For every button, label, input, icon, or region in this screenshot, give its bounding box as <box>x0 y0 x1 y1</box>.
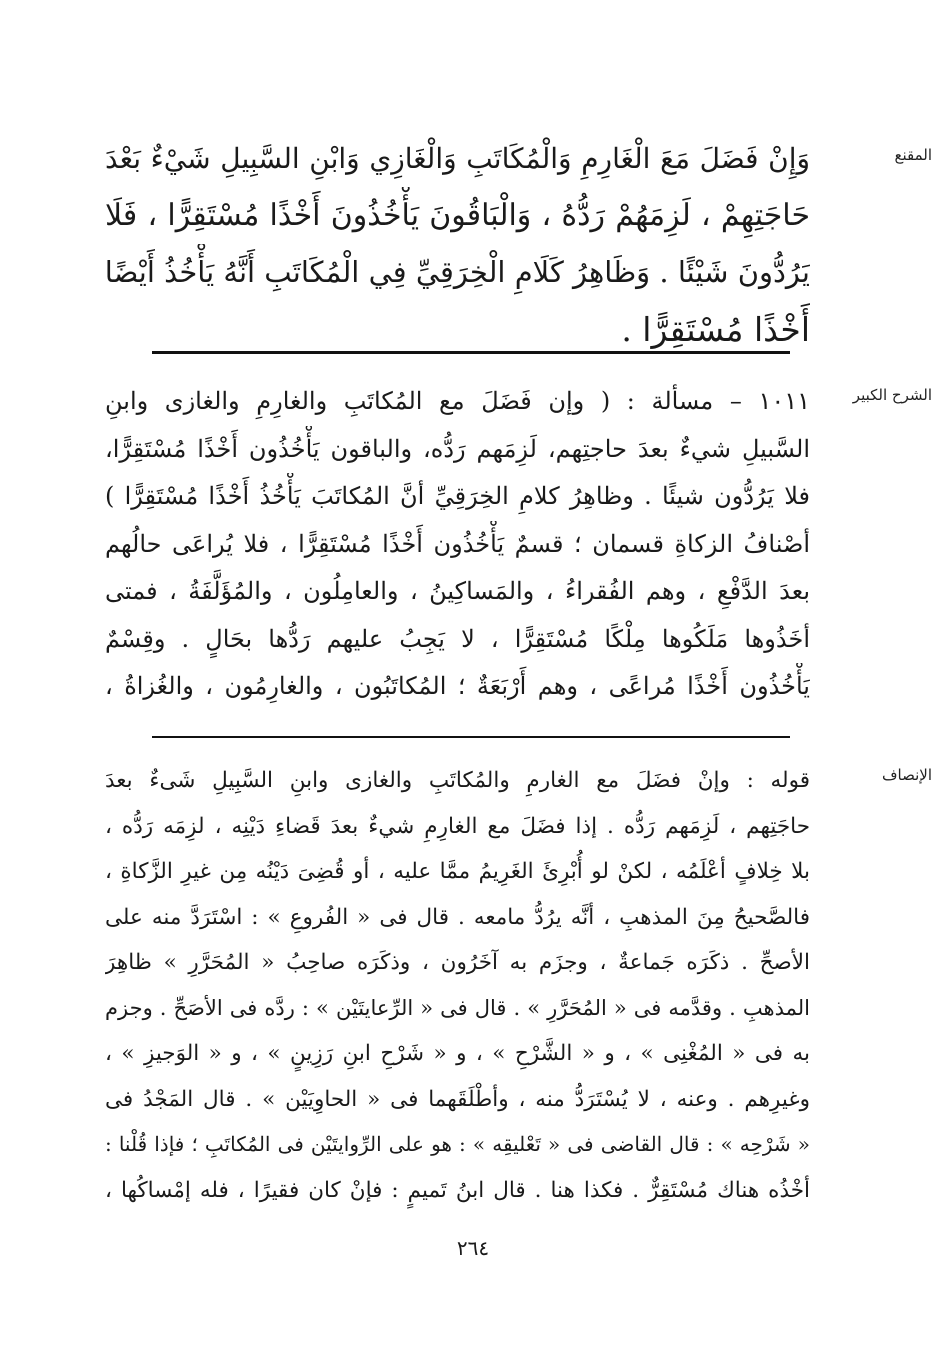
sharh-kabir-text <box>105 378 810 711</box>
sharh-line: ١٠١١ – مسألة : ( وإن فَضَلَ مع المُكاتَبِ والغارِمِ والغازى وابنِ <box>105 387 810 415</box>
insaf-line: أخْذُه هناك مُسْتَقِرٌّ . فكذا هنا . قال ابنُ تَميمٍ : فإنْ كان فقيرًا ، فله إمْساكُها ، <box>105 1177 810 1203</box>
insaf-line: حاجَتِهم ، لَزِمَهم رَدُّه . إذا فضَلَ مع الغارِمِ شيءٌ بعدَ قَضاءِ دَيْنِه ، لزِمَه رَدُّه ، <box>105 813 810 839</box>
insaf-text <box>105 758 810 1213</box>
insaf-line: « شَرْحِه » : قال القاضى فى « تَعْليقِه » : هو على الرِّوايتَيْن فى المُكاتَبِ ؛ فإذا قُلْنا : <box>105 1132 810 1156</box>
section-label-sharh-kabir: الشرح الكبير <box>852 386 932 404</box>
insaf-line: الأصحِّ . ذكَرَه جَماعةٌ ، وجزَم به آخَرُون ، وذكَرَه صاحِبُ « المُحَرَّرِ » ظاهِرَ <box>105 950 810 975</box>
section-divider <box>152 736 790 738</box>
sharh-line: أصْنافُ الزكاةِ قسمان ؛ قسمٌ يَأْخُذُون أَخْذًا مُسْتَقِرًّا ، فلا يُراعَى حالُهم <box>105 529 810 558</box>
sharh-line: بعدَ الدَّفْعِ ، وهم الفُقراءُ ، والمَساكِينُ ، والعامِلُون ، والمُؤَلَّفَةُ ، فمتى <box>105 577 810 605</box>
sharh-line: السَّبيلِ شيءٌ بعدَ حاجتِهم، لَزِمَهم رَدُّه، والباقون يَأْخُذُون أَخْذًا مُسْتَقِرًّا، <box>105 434 810 463</box>
insaf-line: فالصَّحيحُ مِنَ المذهبِ ، أنَّه يرُدُّ مامعه . قال فى « الفُروعِ » : اسْتَرَدَّ منه على <box>105 904 810 930</box>
muqni-line: وَإِنْ فَضَلَ مَعَ الْغَارِمِ وَالْمُكَاتَبِ وَالْغَازِي وَابْنِ السَّبِيلِ شَيْءٌ بَعْدَ <box>105 142 810 175</box>
section-divider <box>152 351 790 354</box>
section-label-muqni: المقنع <box>894 146 932 164</box>
sharh-line: يَأْخُذُون أَخْذًا مُراعًى ، وهم أَرْبَعَةٌ ؛ المُكاتَبُون ، والغارِمُون ، والغُزاةُ ، <box>105 672 810 700</box>
muqni-text <box>105 130 810 358</box>
insaf-line: المذهبِ . وقدَّمه فى « المُحَرَّرِ » . قال فى « الرِّعايتَيْن » : ردَّه فى الأصَحِّ . وجزم <box>105 995 810 1020</box>
muqni-line: أَخْذًا مُسْتَقِرًّا . <box>621 310 810 349</box>
insaf-line: وغيرِهم . وعنه ، لا يُسْتَرَدُّ منه ، وأطْلَقَهما فى « الحاوِيَيْن » . قال المَجْدُ فى <box>105 1086 810 1112</box>
muqni-line: يَرُدُّونَ شَيْئًا . وَظَاهِرُ كَلَامِ الْخِرَقِيِّ فِي الْمُكَاتَبِ أَنَّهُ يَأْخُذُ أَيْضًا <box>105 255 810 289</box>
page-number: ٢٦٤ <box>456 1236 490 1260</box>
sharh-line: فلا يَرُدُّون شيئًا . وظاهِرُ كلامِ الخِرَقِيِّ أنَّ المُكاتَبَ يَأْخُذُ أَخْذًا مُسْتَقِرًّا ) <box>105 482 810 510</box>
insaf-line: قوله : وإنْ فضَلَ مع الغارمِ والمُكاتَبِ والغازى وابنِ السَّبِيلِ شَىءٌ بعدَ <box>105 768 810 793</box>
insaf-line: به فى « المُغْنِى » ، و « الشَّرْحِ » ، و « شَرْحِ ابنِ رَزِينٍ » ، و « الوَجيزِ » ، <box>105 1041 810 1066</box>
insaf-line: بلا خِلافٍ أعْلَمُه ، لكنْ لو أُبْرِئَ الغَرِيمُ ممَّا عليه ، أو قُضِىَ دَيْنُه مِن غيرِ الزَّكاةِ ، <box>105 859 810 884</box>
muqni-line: حَاجَتِهِمْ ، لَزِمَهُمْ رَدُّهُ ، وَالْبَاقُونَ يَأْخُذُونَ أَخْذًا مُسْتَقِرًّا ، فَلَا <box>105 198 810 233</box>
sharh-line: أخَذُوها مَلَكُوها مِلْكًا مُسْتَقِرًّا ، لا يَجِبُ عليهم رَدُّها بحَالٍ . وقِسْمٌ <box>105 624 810 653</box>
section-label-insaf: الإنصاف <box>881 766 932 784</box>
